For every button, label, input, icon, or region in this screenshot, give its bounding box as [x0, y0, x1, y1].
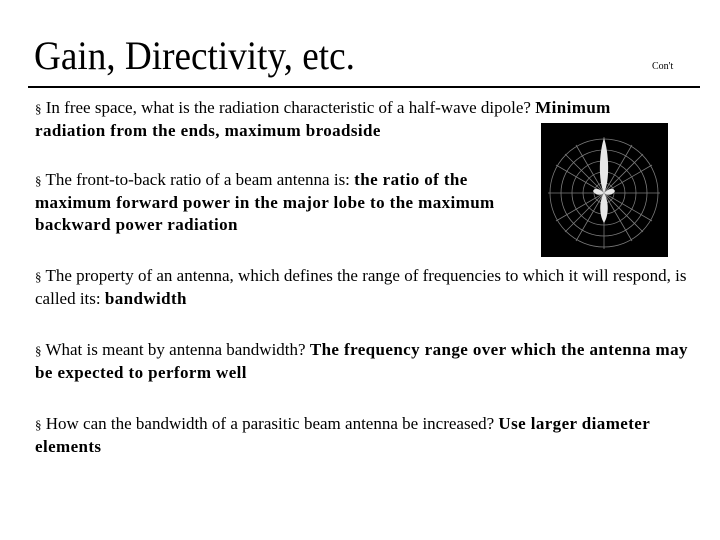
answer-text: Use larger diameter elements [35, 414, 650, 456]
polar-pattern-graphic [541, 123, 668, 257]
question-text: The front-to-back ratio of a beam antenna is: [45, 170, 355, 189]
bullet-icon: § [35, 269, 42, 284]
question-text: How can the bandwidth of a parasitic beam antenna be increased? [45, 414, 499, 433]
bullet-icon: § [35, 173, 42, 188]
answer-text: Minimum radiation from the ends, maximum broadside [35, 98, 611, 140]
answer-text: the ratio of the maximum forward power in the major lobe to the maximum backward power radiation [35, 170, 495, 234]
qa-item-2 [35, 169, 525, 236]
continued-label: Con't [652, 61, 674, 72]
title-divider [28, 86, 700, 88]
qa-item-4 [35, 339, 700, 384]
answer-text: The frequency range over which the antenna may be expected to perform well [35, 340, 688, 382]
question-text: In free space, what is the radiation characteristic of a half-wave dipole? [45, 98, 531, 117]
qa-item-5 [35, 413, 700, 458]
answer-text: bandwidth [104, 289, 187, 308]
bullet-icon: § [35, 101, 42, 116]
radiation-pattern-image [541, 123, 668, 257]
bullet-icon: § [35, 343, 42, 358]
bullet-icon: § [35, 417, 42, 432]
question-text: What is meant by antenna bandwidth? [45, 340, 310, 359]
question-text: The property of an antenna, which defines the range of frequencies to which it will respond, is called its: [35, 266, 687, 308]
qa-item-3 [35, 265, 700, 310]
slide-title: Gain, Directivity, etc. [34, 33, 355, 78]
